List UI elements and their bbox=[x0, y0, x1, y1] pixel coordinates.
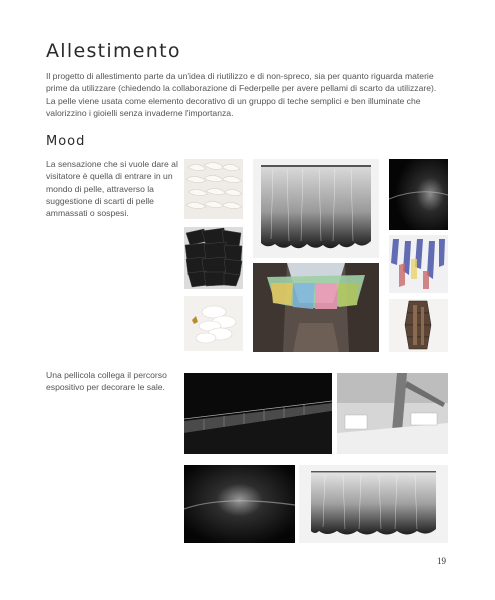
mood-paragraph: La sensazione che si vuole dare al visitatore è quella di entrare in un mondo di pelle, attraverso la suggestione di scarti di pelle ammassati o sospesi. bbox=[46, 159, 178, 219]
mood-image-white-leather-gold bbox=[184, 296, 243, 351]
film-image-black-leather-wave bbox=[184, 465, 295, 543]
mood-image-black-leather-pile bbox=[184, 227, 243, 289]
intro-paragraph: Il progetto di allestimento parte da un'idea di riutilizzo e di non-spreco, sia per quanto riguarda materie prime da utilizzare (chiedendo la collaborazione di Federpelle per avere pellami di scarto da utilizzare). La pelle viene usata come elemento decorativo di un gruppo di teche semplici e ben illuminate che valorizzino i gioielli senza invaderne l'importanza. bbox=[46, 71, 437, 118]
mood-image-hanging-leather-strips-large bbox=[253, 159, 379, 258]
page-number: 19 bbox=[437, 556, 446, 566]
mood-image-white-leather-ruffles bbox=[184, 159, 243, 219]
section-title-mood: Mood bbox=[46, 134, 86, 149]
mood-image-black-leather-closeup bbox=[389, 159, 448, 230]
film-paragraph: Una pellicola collega il percorso espositivo per decorare le sale. bbox=[46, 370, 167, 393]
film-image-hanging-leather-strips bbox=[299, 465, 448, 543]
film-image-dark-exhibit-rail bbox=[184, 373, 332, 454]
mood-image-blue-ribbons bbox=[389, 235, 448, 293]
page-title: Allestimento bbox=[46, 40, 181, 62]
mood-image-brown-leather-column bbox=[389, 299, 448, 352]
film-image-gallery-interior bbox=[337, 373, 448, 454]
mood-image-colored-ribbons-street bbox=[253, 263, 379, 352]
